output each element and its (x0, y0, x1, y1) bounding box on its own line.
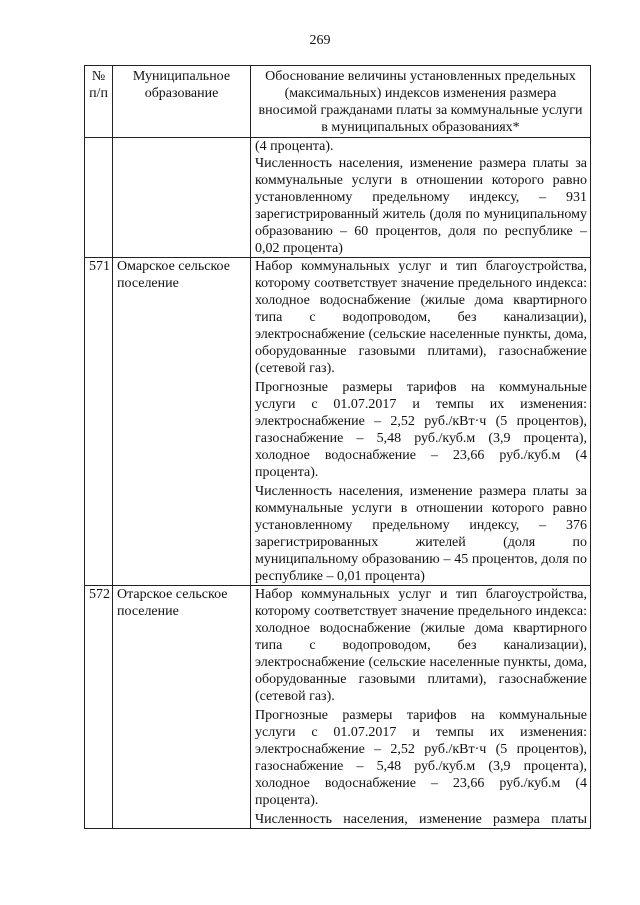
row-number: 572 (85, 586, 113, 829)
municipality-name: Отарское сельское поселение (113, 586, 251, 829)
header-municipality: Муниципальное образование (113, 66, 251, 138)
continuation-percent: (4 процента). (255, 139, 334, 154)
tariffs-paragraph: Прогнозные размеры тарифов на коммунальные услуги с 01.07.2017 и темпы их изменения: электроснабжение – 2,52 руб./кВт·ч (5 процентов), газоснабжение – 5,48 руб./куб.м (3,9 процента), холодное водоснабжение – 23,66 руб./куб.м (4 процента). (255, 380, 587, 480)
population-paragraph: Численность населения, изменение размера платы (255, 812, 587, 827)
tariffs-paragraph: Прогнозные размеры тарифов на коммунальные услуги с 01.07.2017 и темпы их изменения: электроснабжение – 2,52 руб./кВт·ч (5 процентов), газоснабжение – 5,48 руб./куб.м (3,9 процента), холодное водоснабжение – 23,66 руб./куб.м (4 процента). (255, 708, 587, 808)
services-paragraph: Набор коммунальных услуг и тип благоустройства, которому соответствует значение предельного индекса: холодное водоснабжение (жилые дома квартирного типа с водопроводом, без канализации), электроснабжение (сельские населенные пункты, дома, оборудованные газовыми плитами), газоснабжение (сетевой газ). (255, 587, 587, 704)
table-row (85, 586, 591, 829)
table-row (85, 258, 591, 586)
population-paragraph: Численность населения, изменение размера платы за коммунальные услуги в отношении которого равно установленному предельному индексу, – 376 зарегистрированных жителей (доля по муниципальному образованию – 45 процентов, доля по республике – 0,01 процента) (255, 484, 587, 584)
services-paragraph: Набор коммунальных услуг и тип благоустройства, которому соответствует значение предельного индекса: холодное водоснабжение (жилые дома квартирного типа с водопроводом, без канализации), электроснабжение (сельские населенные пункты, дома, оборудованные газовыми плитами), газоснабжение (сетевой газ). (255, 259, 587, 376)
municipality-name: Омарское сельское поселение (113, 258, 251, 586)
table-row-continuation (85, 138, 591, 258)
table-header-row (85, 66, 591, 138)
header-num: № п/п (85, 66, 113, 138)
page-number: 269 (309, 33, 331, 48)
row-number: 571 (85, 258, 113, 586)
continuation-population: Численность населения, изменение размера платы за коммунальные услуги в отношении которого равно установленному предельному индексу, – 931 зарегистрированный житель (доля по муниципальному образованию – 60 процентов, доля по республике – 0,02 процента) (255, 156, 587, 256)
header-justification: Обоснование величины установленных предельных (максимальных) индексов изменения размера вносимой гражданами платы за коммунальные услуги в муниципальных образованиях* (251, 66, 591, 138)
tariff-index-table (84, 65, 591, 829)
